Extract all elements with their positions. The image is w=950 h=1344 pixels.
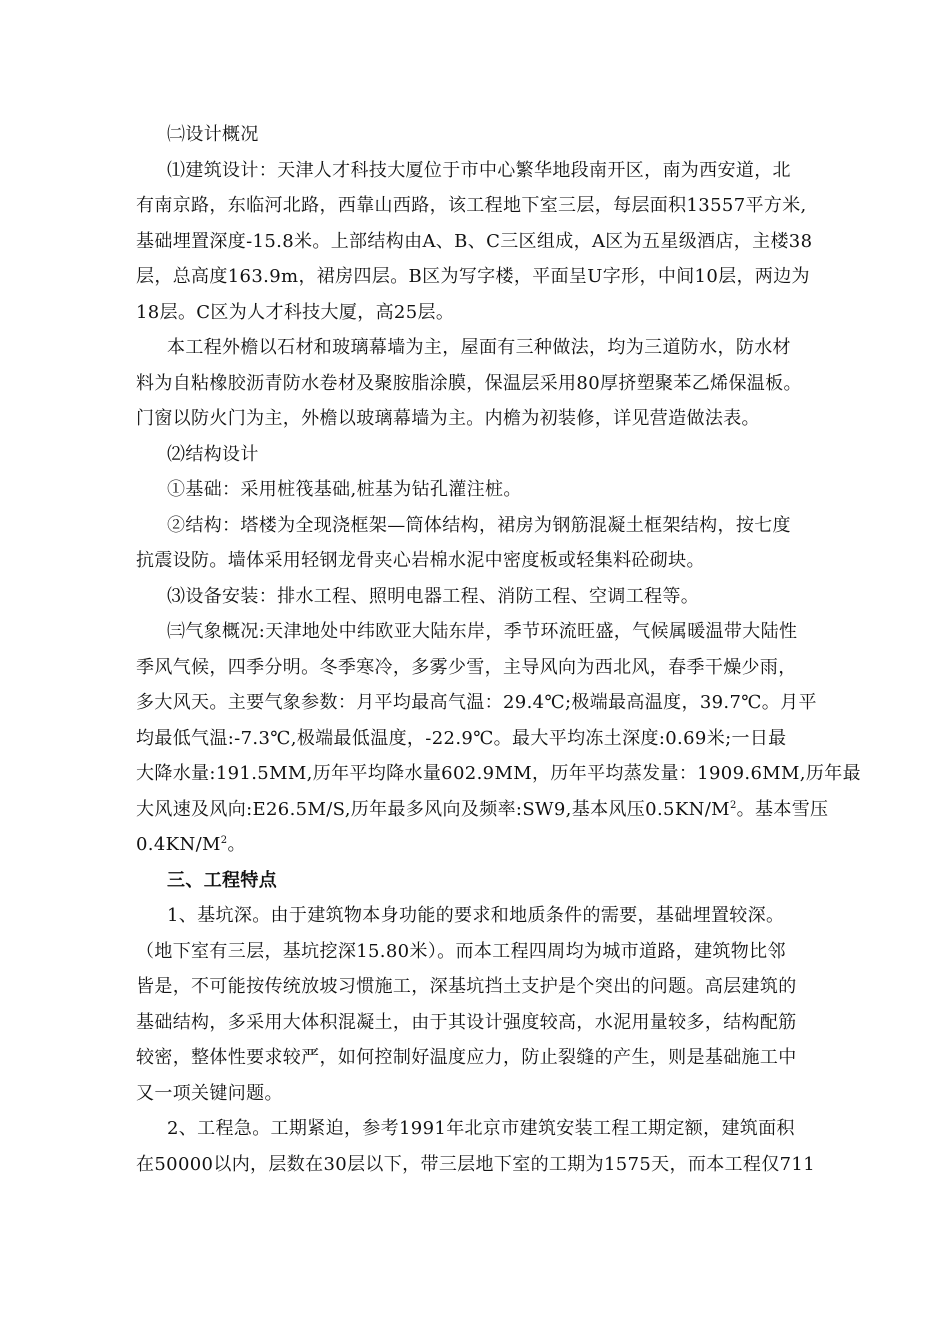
paragraph-line: （地下室有三层，基坑挖深15.80米）。而本工程四周均为城市道路，建筑物比邻 <box>136 940 786 962</box>
paragraph-line: 2、工程急。工期紧迫，参考1991年北京市建筑安装工程工期定额，建筑面积 <box>167 1118 795 1139</box>
paragraph-line: 多大风天。主要气象参数：月平均最高气温：29.4℃;极端最高温度，39.7℃。月平 <box>136 692 817 713</box>
section-heading-design-overview: ㈡设计概况 <box>167 124 259 145</box>
paragraph-line: 较密，整体性要求较严，如何控制好温度应力，防止裂缝的产生，则是基础施工中 <box>136 1047 797 1068</box>
paragraph-line: ②结构：塔楼为全现浇框架—筒体结构，裙房为钢筋混凝土框架结构，按七度 <box>167 514 791 536</box>
paragraph-line: 基础埋置深度-15.8米。上部结构由A、B、C三区组成，A区为五星级酒店，主楼38 <box>136 230 813 252</box>
paragraph-line: 在50000以内，层数在30层以下，带三层地下室的工期为1575天，而本工程仅711 <box>136 1153 816 1175</box>
paragraph-line: 又一项关键问题。 <box>136 1082 283 1104</box>
line-tail: 。 <box>227 834 246 855</box>
paragraph-line: 皆是，不可能按传统放坡习惯施工，深基坑挡土支护是个突出的问题。高层建筑的 <box>136 976 797 997</box>
line-text: 大风速及风向:E26.5M/S,历年最多风向及频率:SW9,基本风压0.5KN/M <box>136 798 730 820</box>
paragraph-line: 抗震设防。墙体采用轻钢龙骨夹心岩棉水泥中密度板或轻集料砼砌块。 <box>136 550 705 571</box>
paragraph-line-with-superscript <box>136 792 838 828</box>
paragraph-line: 有南京路，东临河北路，西靠山西路，该工程地下室三层，每层面积13557平方米, <box>136 195 807 216</box>
paragraph-line: 料为自粘橡胶沥青防水卷材及聚胺脂涂膜，保温层采用80厚挤塑聚苯乙烯保温板。 <box>136 372 802 394</box>
paragraph-line-with-superscript <box>136 827 838 863</box>
line-text: 0.4KN/M <box>136 834 221 855</box>
section-heading-project-features: 三、工程特点 <box>167 869 278 891</box>
paragraph-line: 18层。C区为人才科技大厦，高25层。 <box>136 301 455 323</box>
paragraph-line: 季风气候，四季分明。冬季寒冷，多雾少雪，主导风向为西北风，春季干燥少雨， <box>136 656 797 678</box>
paragraph-line: 大降水量:191.5MM,历年平均降水量602.9MM，历年平均蒸发量：1909.6MM,历年最 <box>136 763 861 784</box>
paragraph-line: ⑶设备安装：排水工程、照明电器工程、消防工程、空调工程等。 <box>167 585 700 607</box>
paragraph-line: ㈢气象概况:天津地处中纬欧亚大陆东岸，季节环流旺盛，气候属暖温带大陆性 <box>167 621 798 642</box>
paragraph-line: 门窗以防火门为主，外檐以玻璃幕墙为主。内檐为初装修，详见营造做法表。 <box>136 408 760 429</box>
paragraph-line: 1、基坑深。由于建筑物本身功能的要求和地质条件的需要，基础埋置较深。 <box>167 905 785 926</box>
paragraph-line: 基础结构，多采用大体积混凝土，由于其设计强度较高，水泥用量较多，结构配筋 <box>136 1011 797 1033</box>
paragraph-line: ①基础：采用桩筏基础,桩基为钻孔灌注桩。 <box>167 479 522 500</box>
superscript: 2 <box>220 835 228 846</box>
paragraph-line: 均最低气温:-7.3℃,极端最低温度，-22.9℃。最大平均冻土深度:0.69米;一日最 <box>136 727 787 749</box>
paragraph-line: 层，总高度163.9m，裙房四层。B区为写字楼，平面呈U字形，中间10层，两边为 <box>136 266 810 287</box>
line-tail: 。基本雪压 <box>736 798 829 820</box>
superscript: 2 <box>729 799 737 811</box>
section-heading-structure-design: ⑵结构设计 <box>167 443 259 465</box>
paragraph-line: 本工程外檐以石材和玻璃幕墙为主，屋面有三种做法，均为三道防水，防水材 <box>167 337 791 358</box>
paragraph-line: ⑴建筑设计：天津人才科技大厦位于市中心繁华地段南开区，南为西安道，北 <box>167 159 791 181</box>
